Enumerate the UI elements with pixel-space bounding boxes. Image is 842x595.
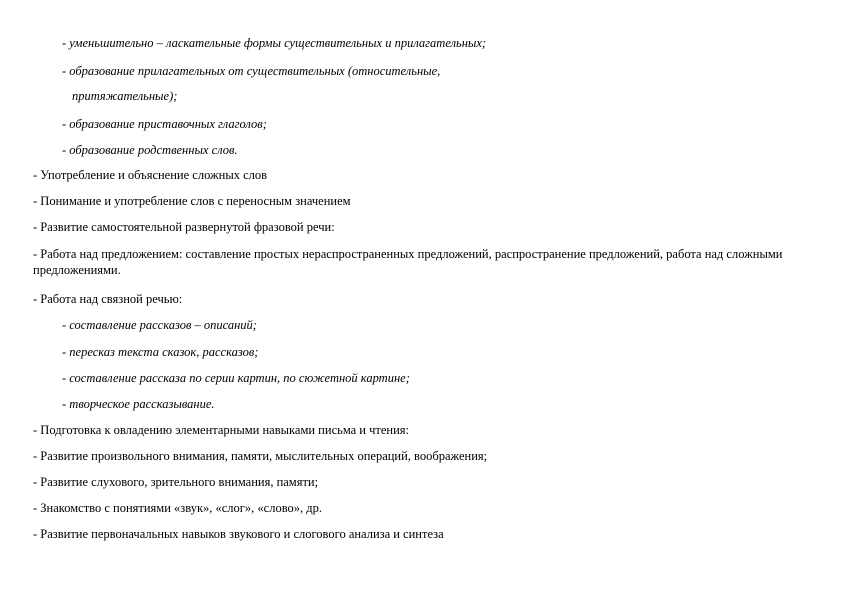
list-item: - образование приставочных глаголов; bbox=[62, 117, 267, 131]
list-item: - уменьшительно – ласкательные формы существительных и прилагательных; bbox=[62, 36, 487, 50]
list-item: - Подготовка к овладению элементарными навыками письма и чтения: bbox=[33, 423, 410, 437]
list-item: - Развитие произвольного внимания, памяти, мыслительных операций, воображения; bbox=[33, 449, 488, 463]
list-item: - Работа над предложением: составление простых нераспространенных предложений, распространение предложений, работа над сложными предложениями. bbox=[33, 247, 783, 277]
list-item: - Работа над связной речью: bbox=[33, 292, 183, 306]
list-item: - пересказ текста сказок, рассказов; bbox=[62, 345, 259, 359]
list-item: - Употребление и объяснение сложных слов bbox=[33, 168, 268, 182]
list-item: - Развитие самостоятельной развернутой фразовой речи: bbox=[33, 220, 335, 234]
list-item: - образование прилагательных от существительных (относительные, bbox=[62, 64, 441, 78]
list-item: - составление рассказов – описаний; bbox=[62, 318, 257, 332]
list-item: - Знакомство с понятиями «звук», «слог», «слово», др. bbox=[33, 501, 323, 515]
list-item: - творческое рассказывание. bbox=[62, 397, 215, 411]
list-item-continuation: притяжательные); bbox=[72, 89, 178, 103]
list-item: - составление рассказа по серии картин, по сюжетной картине; bbox=[62, 371, 410, 385]
list-item: - Развитие первоначальных навыков звукового и слогового анализа и синтеза bbox=[33, 527, 444, 541]
list-item: - образование родственных слов. bbox=[62, 143, 238, 157]
list-item: - Развитие слухового, зрительного внимания, памяти; bbox=[33, 475, 319, 489]
list-item: - Понимание и употребление слов с переносным значением bbox=[33, 194, 351, 208]
